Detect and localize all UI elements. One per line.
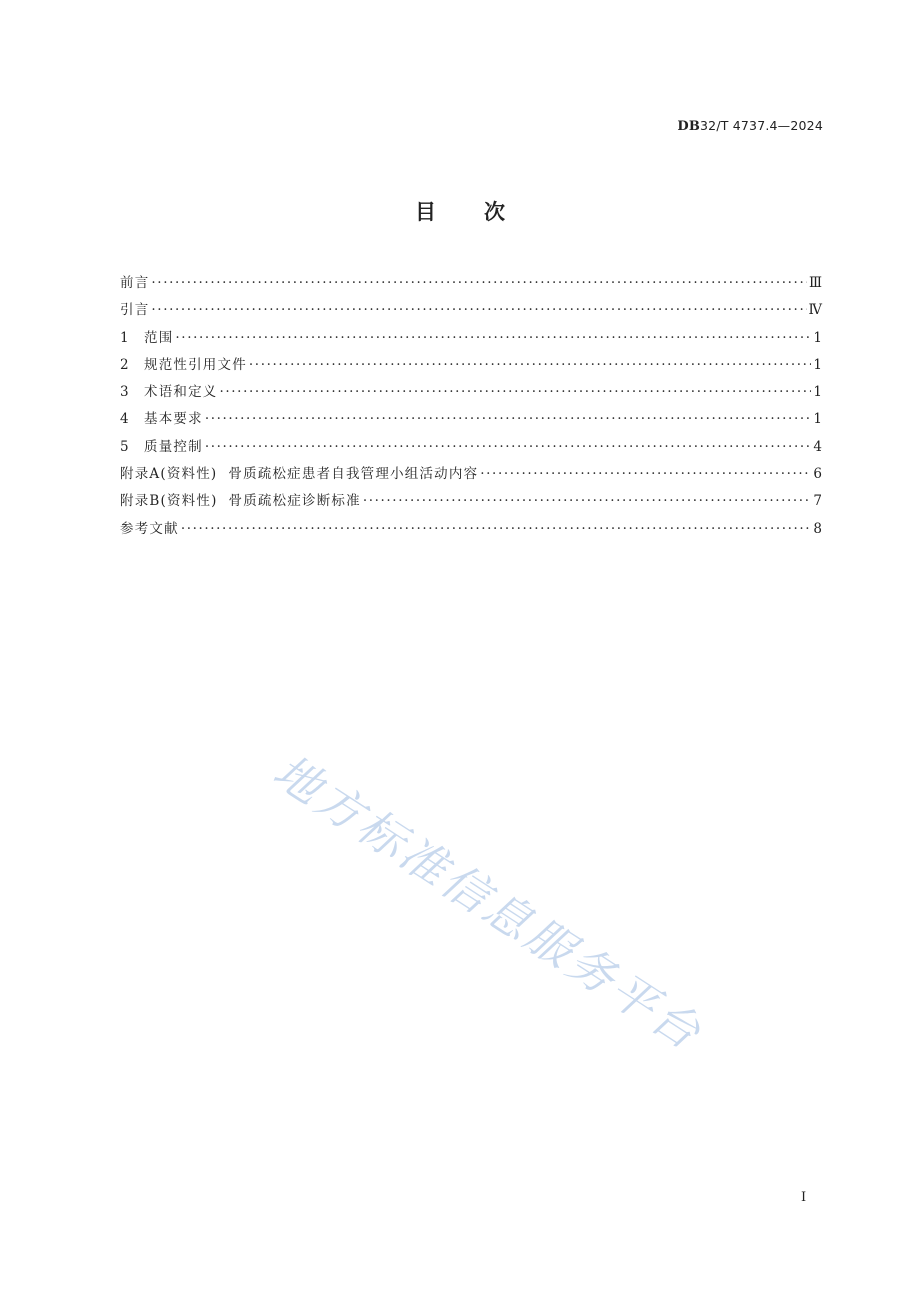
standard-code	[677, 118, 823, 134]
toc-entry-label: 引言	[120, 302, 150, 319]
toc-entry[interactable]	[120, 488, 822, 515]
toc-leader-dots	[480, 461, 811, 488]
standard-number: 32/T 4737.4—2024	[700, 118, 823, 133]
toc-entry-label: 参考文献	[120, 520, 179, 537]
toc-entry[interactable]	[120, 406, 822, 433]
page-number: I	[801, 1190, 807, 1205]
toc-entry-number: 3	[120, 384, 129, 401]
toc-entry-label: 附录A(资料性) 骨质疏松症患者自我管理小组活动内容	[120, 466, 479, 483]
toc-entry-label: 术语和定义	[144, 384, 218, 401]
toc-entry-label: 基本要求	[144, 411, 203, 428]
toc-entry-label: 质量控制	[144, 438, 203, 455]
toc-entry[interactable]	[120, 325, 822, 352]
toc-entry-page: 7	[813, 493, 822, 510]
toc-leader-dots	[205, 406, 812, 433]
toc-entry-label: 前言	[120, 275, 150, 291]
page-title: 目次	[415, 200, 553, 224]
toc-entry[interactable]	[120, 379, 822, 406]
toc-entry[interactable]	[120, 434, 822, 461]
toc-leader-dots	[205, 434, 812, 461]
toc-entry-number: 1	[120, 329, 129, 346]
standard-prefix: DB	[677, 119, 701, 134]
toc-entry-page: 4	[813, 438, 822, 455]
toc-entry-page: 1	[813, 411, 822, 428]
toc-leader-dots	[249, 352, 812, 379]
toc-entry-number: 4	[120, 411, 129, 428]
toc-entry-page: Ⅲ	[808, 275, 822, 291]
toc-entry-label: 范围	[144, 329, 174, 346]
toc-entry-page: 6	[813, 466, 822, 483]
toc-entry-page: 1	[813, 356, 822, 373]
toc-entry-label: 规范性引用文件	[144, 356, 247, 373]
toc-entry-page: 8	[813, 520, 822, 537]
watermark: 地方标准信息服务平台	[263, 743, 713, 1062]
toc-leader-dots	[363, 488, 812, 515]
toc-leader-dots	[151, 270, 807, 297]
toc-leader-dots	[181, 516, 812, 543]
toc-leader-dots	[220, 379, 812, 406]
toc-entry-number: 5	[120, 438, 129, 455]
toc-entry[interactable]	[120, 516, 822, 543]
toc-entry[interactable]	[120, 297, 822, 324]
toc-entry-label: 附录B(资料性) 骨质疏松症诊断标准	[120, 493, 361, 510]
toc-entry[interactable]	[120, 461, 822, 488]
toc-entry[interactable]	[120, 270, 822, 297]
toc-entry-number: 2	[120, 356, 129, 373]
toc-leader-dots	[151, 297, 806, 324]
toc-entry-page: 1	[813, 329, 822, 346]
toc-entry-page: 1	[813, 384, 822, 401]
toc-leader-dots	[175, 325, 811, 352]
toc-entry-page: Ⅳ	[808, 302, 822, 319]
toc-entry[interactable]	[120, 352, 822, 379]
table-of-contents	[120, 270, 822, 543]
